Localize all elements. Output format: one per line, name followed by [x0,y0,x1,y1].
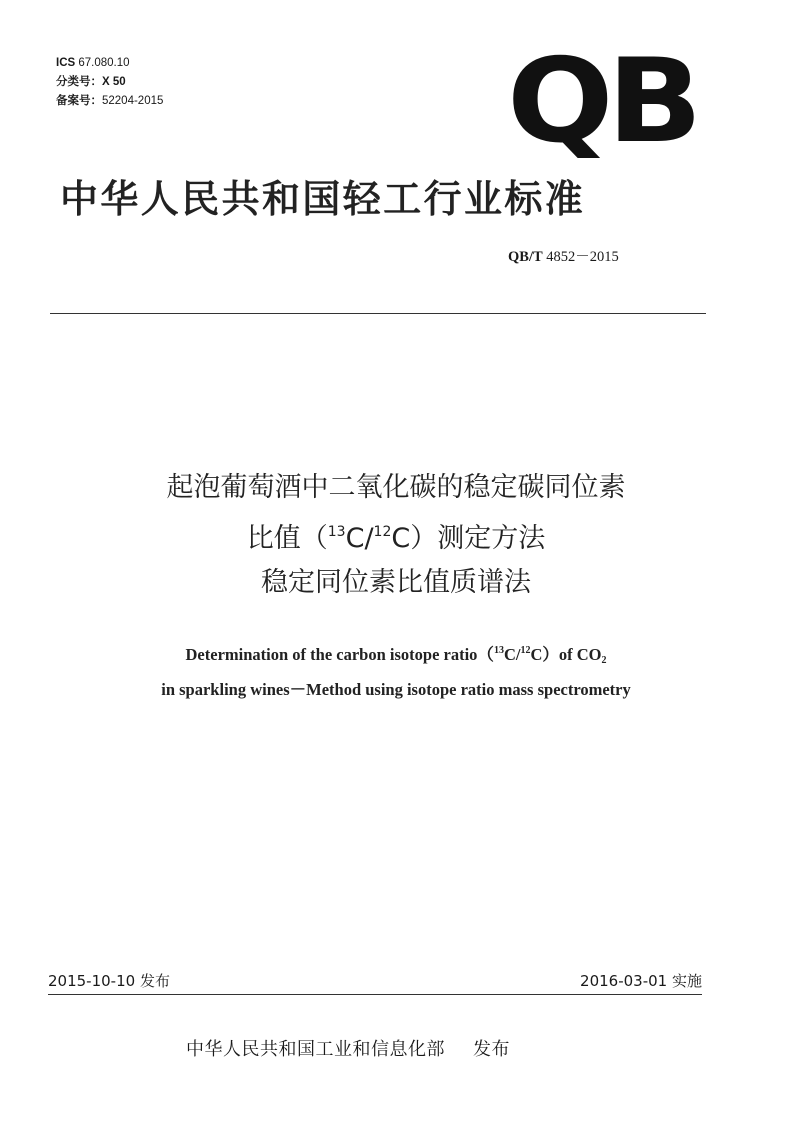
bottom-divider [48,994,702,995]
record-value: 52204-2015 [102,95,164,107]
chinese-title-segment: C）测定方法 [391,523,546,554]
isotope-superscript-13: 13 [327,524,346,540]
english-title-line-2: in sparkling wines－Method using isotope ratio mass spectrometry [161,680,631,699]
classification-label: 分类号： [56,76,102,88]
ics-label: ICS [56,57,76,69]
english-title-segment: Determination of the carbon isotope ratio（ [185,645,494,664]
record-label: 备案号： [56,95,102,107]
standard-code [508,245,619,266]
record-row [56,92,163,111]
english-title-line-1 [0,636,792,675]
ics-row [56,54,163,73]
issuer-action: 发布 [473,1039,510,1060]
classification-value: X 50 [102,76,126,88]
issue-date: 2015-10-10 发布 [48,972,170,990]
chinese-title-segment: C/ [345,523,374,554]
standard-category-title: 中华人民共和国轻工行业标准 [60,177,586,221]
classification-block [56,54,163,111]
top-divider [50,313,706,314]
standard-code-number: 4852－2015 [546,249,619,265]
chinese-title [0,466,792,605]
english-title-segment: C）of CO [530,645,602,664]
english-title-segment: C/ [503,645,521,664]
co2-subscript: 2 [601,655,607,666]
standard-code-prefix: QB/T [508,249,543,265]
english-title [0,636,792,704]
isotope-superscript-12: 12 [520,645,531,656]
qb-logo: QB [507,34,697,169]
chinese-title-line-3: 稳定同位素比值质谱法 [261,567,531,598]
ics-value: 67.080.10 [78,57,130,69]
isotope-superscript-12: 12 [373,524,392,540]
classification-row [56,73,163,92]
issuing-authority [186,1035,510,1061]
chinese-title-line-2 [0,510,792,561]
issuer-name: 中华人民共和国工业和信息化部 [186,1039,445,1060]
isotope-superscript-13: 13 [493,645,504,656]
effective-date: 2016-03-01 实施 [580,972,702,990]
chinese-title-line-1: 起泡葡萄酒中二氧化碳的稳定碳同位素 [166,472,626,503]
chinese-title-segment: 比值（ [246,523,328,554]
